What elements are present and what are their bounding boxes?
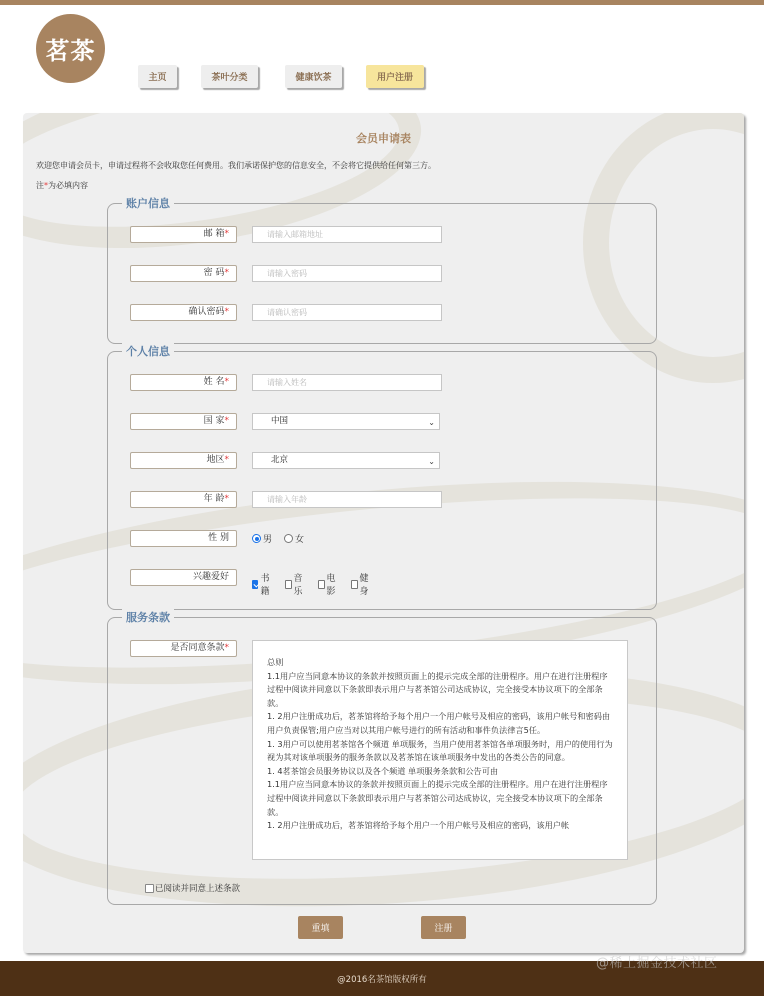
site-logo[interactable] — [36, 14, 105, 83]
checkbox-books[interactable] — [252, 580, 258, 589]
required-mark: * — [44, 181, 48, 190]
reset-button[interactable]: 重填 — [298, 916, 343, 939]
gender-option-female[interactable]: 女 — [284, 532, 304, 545]
gender-radio-group — [252, 532, 317, 545]
radio-female[interactable] — [284, 534, 293, 543]
intro-text: 欢迎您申请会员卡，申请过程将不会收取您任何费用。我们承诺保护您的信息安全，不会将它提供给任何第三方。 — [36, 161, 436, 170]
agree-terms-checkbox[interactable] — [145, 884, 154, 893]
terms-label: 是否同意条款* — [130, 640, 237, 657]
age-label: 年 龄* — [130, 491, 237, 508]
confirm-password-label: 确认密码* — [130, 304, 237, 321]
top-accent-bar — [0, 0, 764, 5]
hobbies-label: 兴趣爱好 — [130, 569, 237, 586]
hobby-option-music[interactable]: 音乐 — [285, 571, 305, 597]
confirm-password-input[interactable] — [252, 304, 442, 321]
chevron-down-icon: ⌄ — [428, 418, 435, 427]
chevron-down-icon: ⌄ — [428, 457, 435, 466]
fieldset-account — [107, 197, 657, 344]
nav-item-tea-categories[interactable]: 茶叶分类 — [201, 65, 258, 88]
radio-male[interactable] — [252, 534, 261, 543]
email-input[interactable] — [252, 226, 442, 243]
checkbox-music[interactable] — [285, 580, 291, 589]
copyright-text: @2016名茶馆版权所有 — [337, 974, 427, 985]
fieldset-personal — [107, 345, 657, 610]
hobby-option-books[interactable]: 书籍 — [252, 571, 272, 597]
terms-textarea[interactable]: 总则 1.1用户应当同意本协议的条款并按照页面上的提示完成全部的注册程序。用户在进行注册程序过程中阅读并同意以下条款即表示用户与茗茶馆公司达成协议，完全接受本协议项下的全部条款。 1. 2用户注册成功后，茗茶馆将给予每个用户一个用户帐号及相应的密码，该用户帐号和密码由用户负责保管;用户应当对以其用户帐号进行的所有活动和事件负法律言5任。 1. 3用户可以使用茗茶馆各个频道 单项服务，当用户使用茗茶馆各单项服务时，用户的使用行为视为其对该单项服务的服务条款以及茗茶馆在该单项服务中发出的各类公告的同意。 1. 4茗茶馆会员服务协议以及各个频道 单项服务条款和公告可由 1.1用户应当同意本协议的条款并按照页面上的提示完成全部的注册程序。用户在进行注册程序过程中阅读并同意以下条款即表示用户与茗茶馆公司达成协议，完全接受本协议项下的全部条款。 1. 2用户注册成功后，茗茶馆将给予每个用户一个用户帐号及相应的密码，该用户帐 — [252, 640, 628, 860]
email-label: 邮 箱* — [130, 226, 237, 243]
agree-terms-option[interactable]: 已阅读并同意上述条款 — [145, 882, 240, 894]
legend-terms: 服务条款 — [122, 609, 174, 625]
gender-label: 性 别 — [130, 530, 237, 547]
hobbies-checkbox-group — [252, 571, 384, 597]
hobby-option-movies[interactable]: 电影 — [318, 571, 338, 597]
form-title: 会员申请表 — [356, 132, 411, 145]
age-input[interactable] — [252, 491, 442, 508]
nav-item-healthy-tea[interactable]: 健康饮茶 — [285, 65, 342, 88]
country-label: 国 家* — [130, 413, 237, 430]
password-label: 密 码* — [130, 265, 237, 282]
legend-account: 账户信息 — [122, 195, 174, 211]
name-input[interactable] — [252, 374, 442, 391]
register-button[interactable]: 注册 — [421, 916, 466, 939]
gender-option-male[interactable]: 男 — [252, 532, 272, 545]
nav-item-register[interactable]: 用户注册 — [366, 65, 424, 88]
password-input[interactable] — [252, 265, 442, 282]
hobby-option-fitness[interactable]: 健身 — [351, 571, 371, 597]
logo-text: 茗茶 — [45, 36, 96, 65]
required-note: 注*为必填内容 — [36, 181, 88, 190]
nav-item-home[interactable]: 主页 — [138, 65, 177, 88]
watermark: @稀土掘金技术社区 — [596, 956, 718, 971]
legend-personal: 个人信息 — [122, 343, 174, 359]
country-select[interactable]: 中国 ⌄ — [252, 413, 440, 430]
name-label: 姓 名* — [130, 374, 237, 391]
checkbox-movies[interactable] — [318, 580, 324, 589]
registration-panel — [23, 113, 744, 953]
region-label: 地区* — [130, 452, 237, 469]
region-select[interactable]: 北京 ⌄ — [252, 452, 440, 469]
checkbox-fitness[interactable] — [351, 580, 357, 589]
